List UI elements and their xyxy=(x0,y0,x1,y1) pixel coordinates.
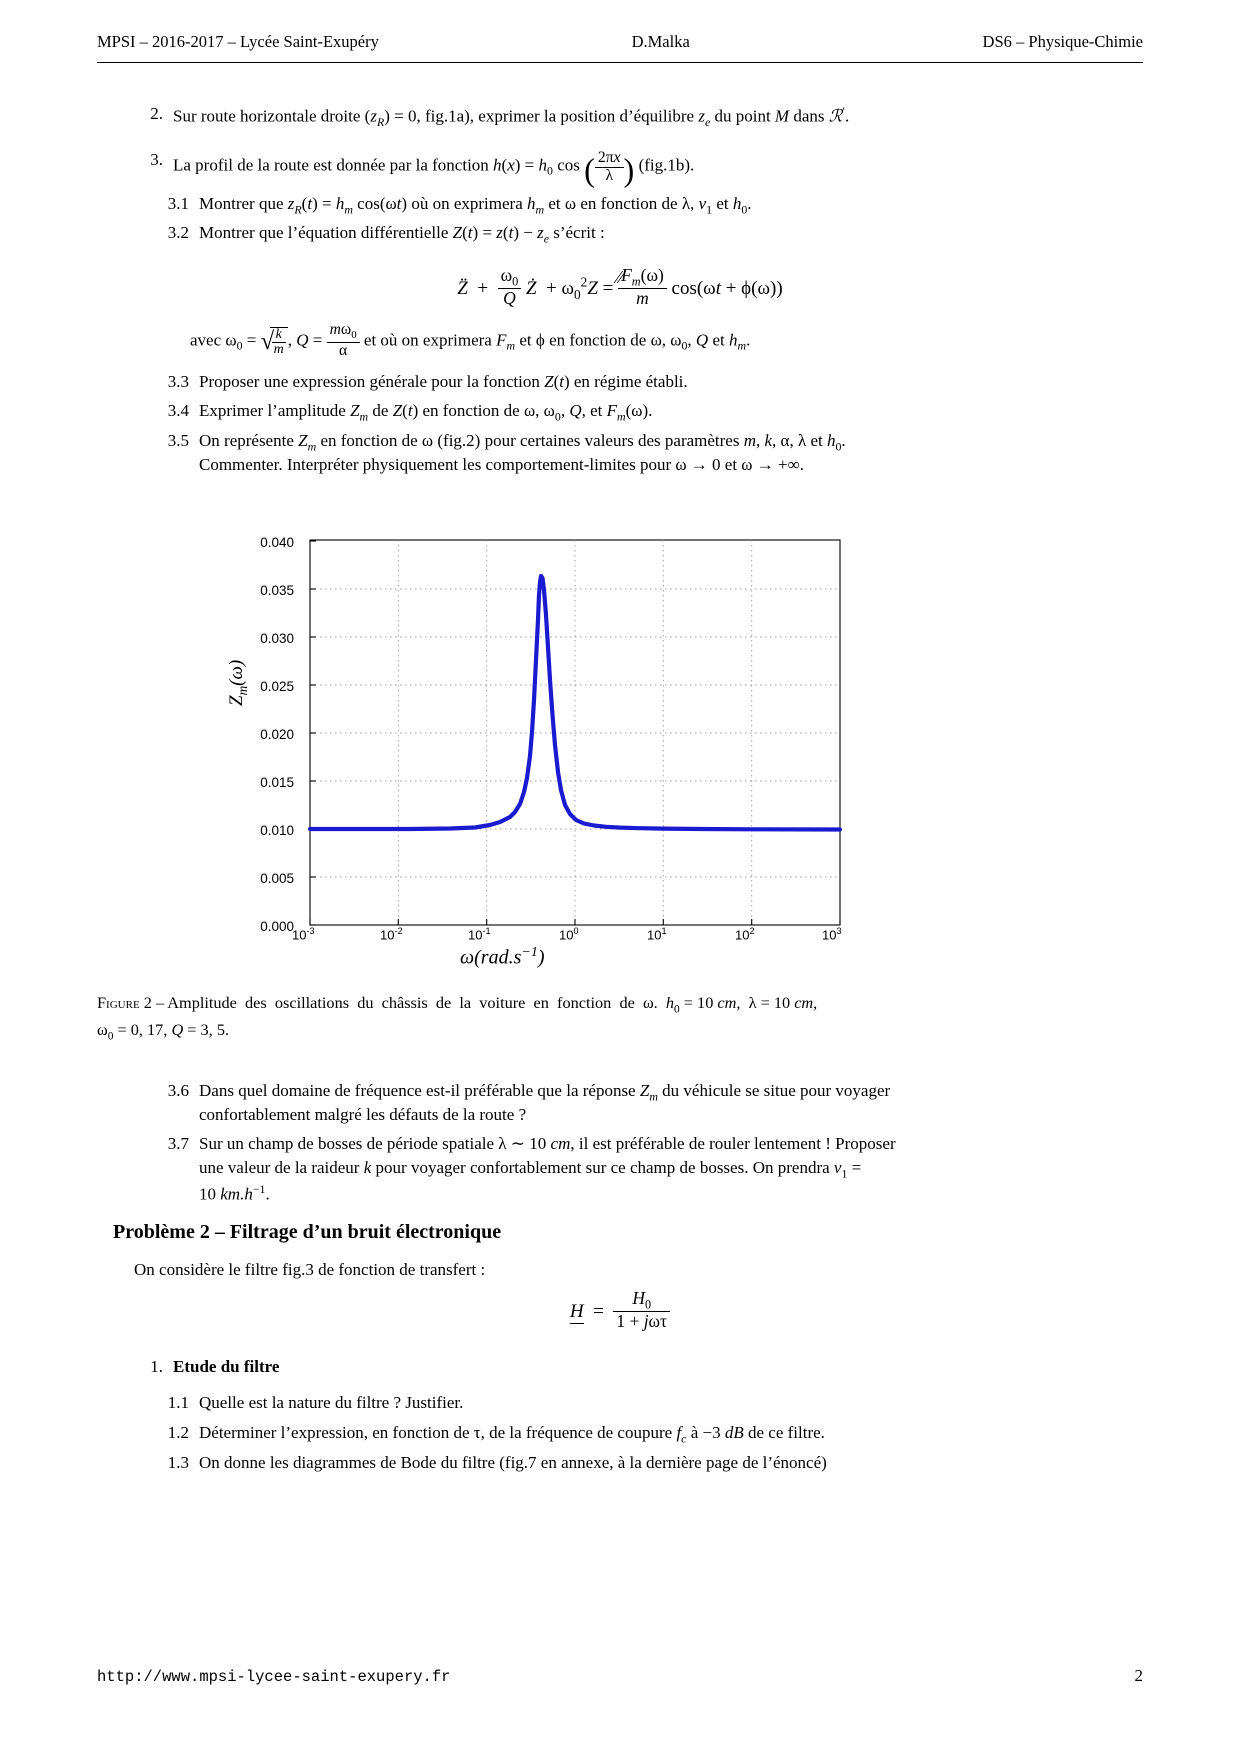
q2-text-b: ) = 0, fig.1a), exprimer la position d’équilibre xyxy=(384,106,699,126)
item-text-2: une valeur de la raideur k pour voyager confortablement sur ce champ de bosses. On prendra $v_1$ = xyxy=(199,1158,862,1181)
header-rule xyxy=(97,62,1143,63)
chart-ytick: 0.035 xyxy=(260,583,294,598)
item-text: Montrer que $z_R(t) = h_m$ cos(ωt) où on exprimera $h_m$ et ω en fonction de λ, $v_1$ et $h_0$. xyxy=(199,194,752,217)
header-middle: D.Malka xyxy=(631,32,690,51)
item-number: 3.5 xyxy=(167,431,189,450)
item-number: 1.2 xyxy=(167,1423,189,1442)
q31-d: en fonction de xyxy=(576,194,682,213)
item-text: Proposer une expression générale pour la fonction Z(t) en régime établi. xyxy=(199,372,688,391)
chart-xtick: $10^{-1}$ xyxy=(468,926,491,943)
figure-2 xyxy=(226,520,870,980)
equation-diff-render: Z̈̈ + $\frac{\omega_0}{Q}$ Ż + $\omega_0^2Z$ = $\frac{F_m(\omega)}{m}$ cos(ωt + ϕ(ω)) xyxy=(457,265,783,309)
item-text: Exprimer l’amplitude $Z_m$ de Z(t) en fonction de ω, $\omega_0$, Q, et $F_m(\omega)$. xyxy=(199,401,653,424)
q31-c: et xyxy=(544,194,565,213)
item-number: 3.2 xyxy=(167,223,189,242)
chart-xtick: $10^0$ xyxy=(559,926,579,943)
equation-transfer: H = $\frac{H_0}{\text{1 + jωτ}}$ xyxy=(0,1289,1240,1331)
chart-xtick: $10^3$ xyxy=(822,926,842,943)
footer-page-number: 2 xyxy=(1134,1666,1143,1685)
item-text: Dans quel domaine de fréquence est-il préférable que la réponse $Z_m$ du véhicule se situe pour voyager xyxy=(199,1081,891,1104)
item-text: Quelle est la nature du filtre ? Justifier. xyxy=(199,1393,464,1412)
item-number: 3.1 xyxy=(167,194,189,213)
chart-ytick: 0.020 xyxy=(260,727,294,742)
item-text: Sur un champ de bosses de période spatiale λ ∼ 10 cm, il est préférable de rouler lentement ! Proposer xyxy=(199,1134,896,1153)
item-number: 1.1 xyxy=(167,1393,189,1412)
avec-c: et xyxy=(515,330,536,350)
header-left: MPSI – 2016-2017 – Lycée Saint-Exupéry xyxy=(97,32,379,51)
chart-ytick: 0.025 xyxy=(260,679,294,694)
item-number: 3.6 xyxy=(167,1081,189,1100)
chart-ytick: 0.015 xyxy=(260,775,294,790)
chart-ytick: 0.005 xyxy=(260,871,294,886)
item-number: 3. xyxy=(150,150,163,169)
footer-url[interactable]: http://www.mpsi-lycee-saint-exupery.fr xyxy=(97,1668,451,1686)
chart-plot xyxy=(300,520,860,943)
chart-xtick: $10^1$ xyxy=(647,926,667,943)
q3-text-a: La profil de la route est donnée par la fonction xyxy=(173,155,494,175)
caption-line1: Amplitude des oscillations du châssis de la voiture en fonction de ω. $h_0 = 10$ cm, λ = 10 cm, xyxy=(167,993,818,1016)
chart-xtick: $10^{-3}$ xyxy=(292,926,315,943)
chart-xtick: $10^{-2}$ xyxy=(380,926,403,943)
q32-a: Montrer que l’équation différentielle xyxy=(199,223,453,242)
item-number: 3.3 xyxy=(167,372,189,391)
item-text-3: 10 $km.h^{-1}$. xyxy=(199,1182,270,1204)
chart-xtick: $10^2$ xyxy=(735,926,755,943)
item-text-2: Commenter. Interpréter physiquement les comportement-limites pour ω → 0 et ω → +∞. xyxy=(199,455,804,474)
equation-diff: ∕∕ xyxy=(616,268,624,288)
item-text: La profil de la route est donnée par la fonction $h(x) = h_0$ cos ( $\frac{2\pi x}{\lambda}$ ) (fig.1b). xyxy=(173,149,695,188)
figure-caption xyxy=(97,991,1143,1045)
item-number: 1. xyxy=(150,1357,163,1376)
caption-dash: – xyxy=(151,993,168,1012)
caption-label: Figure 2 xyxy=(97,993,152,1012)
item-number: 1.3 xyxy=(167,1453,189,1472)
q2-text-c: du point xyxy=(710,106,775,126)
q2-text-a: Sur route horizontale droite ( xyxy=(173,106,371,126)
item-text: Montrer que l’équation différentielle $Z(t) = z(t) - z_e$ s’écrit : xyxy=(199,223,605,246)
section-title: Problème 2 – Filtrage d’un bruit électronique xyxy=(113,1221,502,1243)
chart-x-label: $\omega(rad.s^{-1})$ xyxy=(460,945,545,969)
item-text: Déterminer l’expression, en fonction de τ, de la fréquence de coupure $f_c$ à −3 dB de ce filtre. xyxy=(199,1423,825,1446)
chart-y-label: $Z_m(\omega)$ xyxy=(226,659,250,706)
avec-a: avec xyxy=(190,330,226,350)
q31-b: où on exprimera xyxy=(407,194,527,213)
item-text: On donne les diagrammes de Bode du filtre (fig.7 en annexe, à la dernière page de l’énoncé) xyxy=(199,1453,827,1472)
chart-ytick: 0.040 xyxy=(260,535,294,550)
avec-b: et où on exprimera xyxy=(359,330,497,350)
item-text-2: confortablement malgré les défauts de la route ? xyxy=(199,1105,527,1124)
header-right: DS6 – Physique-Chimie xyxy=(982,32,1143,51)
item-text: Sur route horizontale droite $(z_R) = 0$, fig.1a), exprimer la position d’équilibre $z_e$ du point M dans ℛ′. xyxy=(173,104,850,130)
item-number: 2. xyxy=(150,104,163,123)
avec-d: en fonction de xyxy=(544,330,651,350)
item-text: On représente $Z_m$ en fonction de ω (fig.2) pour certaines valeurs des paramètres m, k, α, λ et $h_0$. xyxy=(199,431,846,454)
chart-ytick: 0.000 xyxy=(260,919,294,934)
item-number: 3.7 xyxy=(167,1134,189,1153)
q2-text-d: dans xyxy=(789,106,829,126)
page-header xyxy=(97,32,1143,52)
q31-a: Montrer que xyxy=(199,194,288,213)
avec-text: avec $\omega_0$ = √ $\frac{k}{m}$ , Q = $\frac{m\omega_0}{\alpha}$ et où on exprimera $F_m$ et ϕ en fonction de ω, $\omega_0$, Q et $h_m$. xyxy=(190,322,1150,359)
item-text: Etude du filtre xyxy=(173,1357,280,1376)
problem2-intro-text: On considère le filtre fig.3 de fonction de transfert : xyxy=(134,1260,486,1279)
caption-line2: $\omega_0 = 0$, 17, Q = 3, 5. xyxy=(97,1019,230,1043)
chart-ytick: 0.010 xyxy=(260,823,294,838)
q32-b: s’écrit : xyxy=(548,223,605,242)
q3-text-b: (fig.1b). xyxy=(634,155,695,175)
item-number: 3.4 xyxy=(167,401,189,420)
chart-ytick: 0.030 xyxy=(260,631,294,646)
